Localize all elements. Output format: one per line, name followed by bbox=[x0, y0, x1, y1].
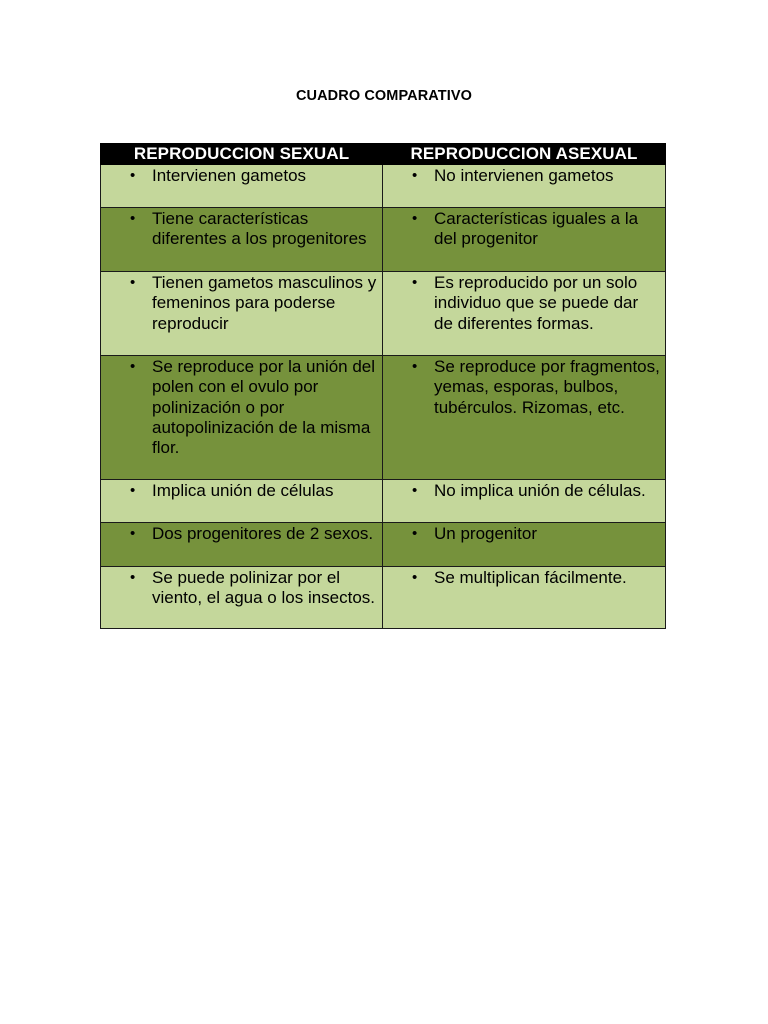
bullet-icon: • bbox=[130, 167, 136, 184]
bullet-icon: • bbox=[130, 210, 136, 227]
bullet-icon: • bbox=[130, 274, 136, 291]
cell-text: Se multiplican fácilmente. bbox=[434, 568, 627, 587]
bullet-icon: • bbox=[130, 358, 136, 375]
cell-sexual bbox=[101, 165, 383, 208]
cell-asexual bbox=[383, 165, 666, 208]
cell-asexual bbox=[383, 567, 666, 629]
header-asexual: REPRODUCCION ASEXUAL bbox=[383, 144, 666, 165]
cell-text: Es reproducido por un solo individuo que se puede dar de diferentes formas. bbox=[434, 273, 639, 333]
cell-sexual bbox=[101, 480, 383, 523]
bullet-icon: • bbox=[412, 210, 418, 227]
table-row bbox=[101, 356, 666, 480]
cell-asexual bbox=[383, 523, 666, 567]
cell-text: Se puede polinizar por el viento, el agua o los insectos. bbox=[152, 568, 376, 608]
cell-asexual bbox=[383, 480, 666, 523]
bullet-icon: • bbox=[130, 482, 136, 499]
cell-asexual bbox=[383, 356, 666, 480]
cell-text: Se reproduce por fragmentos, yemas, esporas, bulbos, tubérculos. Rizomas, etc. bbox=[434, 357, 660, 417]
bullet-icon: • bbox=[130, 569, 136, 586]
cell-text: No intervienen gametos bbox=[434, 166, 614, 185]
bullet-icon: • bbox=[412, 525, 418, 542]
table-row bbox=[101, 165, 666, 208]
bullet-icon: • bbox=[130, 525, 136, 542]
bullet-icon: • bbox=[412, 482, 418, 499]
table-header-row bbox=[101, 144, 666, 165]
cell-sexual bbox=[101, 356, 383, 480]
comparison-table bbox=[100, 143, 666, 629]
header-sexual: REPRODUCCION SEXUAL bbox=[101, 144, 383, 165]
page-title: CUADRO COMPARATIVO bbox=[295, 88, 473, 104]
bullet-icon: • bbox=[412, 569, 418, 586]
cell-text: Intervienen gametos bbox=[152, 166, 307, 185]
table-row bbox=[101, 272, 666, 356]
table-row bbox=[101, 208, 666, 272]
table-row bbox=[101, 480, 666, 523]
table-row bbox=[101, 567, 666, 629]
cell-sexual bbox=[101, 208, 383, 272]
cell-sexual bbox=[101, 272, 383, 356]
cell-asexual bbox=[383, 208, 666, 272]
cell-text: No implica unión de células. bbox=[434, 481, 646, 500]
bullet-icon: • bbox=[412, 167, 418, 184]
cell-sexual bbox=[101, 567, 383, 629]
cell-asexual bbox=[383, 272, 666, 356]
cell-text: Implica unión de células bbox=[152, 481, 334, 500]
bullet-icon: • bbox=[412, 358, 418, 375]
bullet-icon: • bbox=[412, 274, 418, 291]
cell-text: Se reproduce por la unión del polen con el ovulo por polinización o por autopolinización de la misma flor. bbox=[152, 357, 376, 458]
cell-text: Tienen gametos masculinos y femeninos para poderse reproducir bbox=[152, 273, 377, 333]
cell-text: Tiene características diferentes a los progenitores bbox=[152, 209, 367, 249]
cell-sexual bbox=[101, 523, 383, 567]
cell-text: Características iguales a la del progenitor bbox=[434, 209, 639, 249]
cell-text: Un progenitor bbox=[434, 524, 538, 543]
table-row bbox=[101, 523, 666, 567]
cell-text: Dos progenitores de 2 sexos. bbox=[152, 524, 374, 543]
